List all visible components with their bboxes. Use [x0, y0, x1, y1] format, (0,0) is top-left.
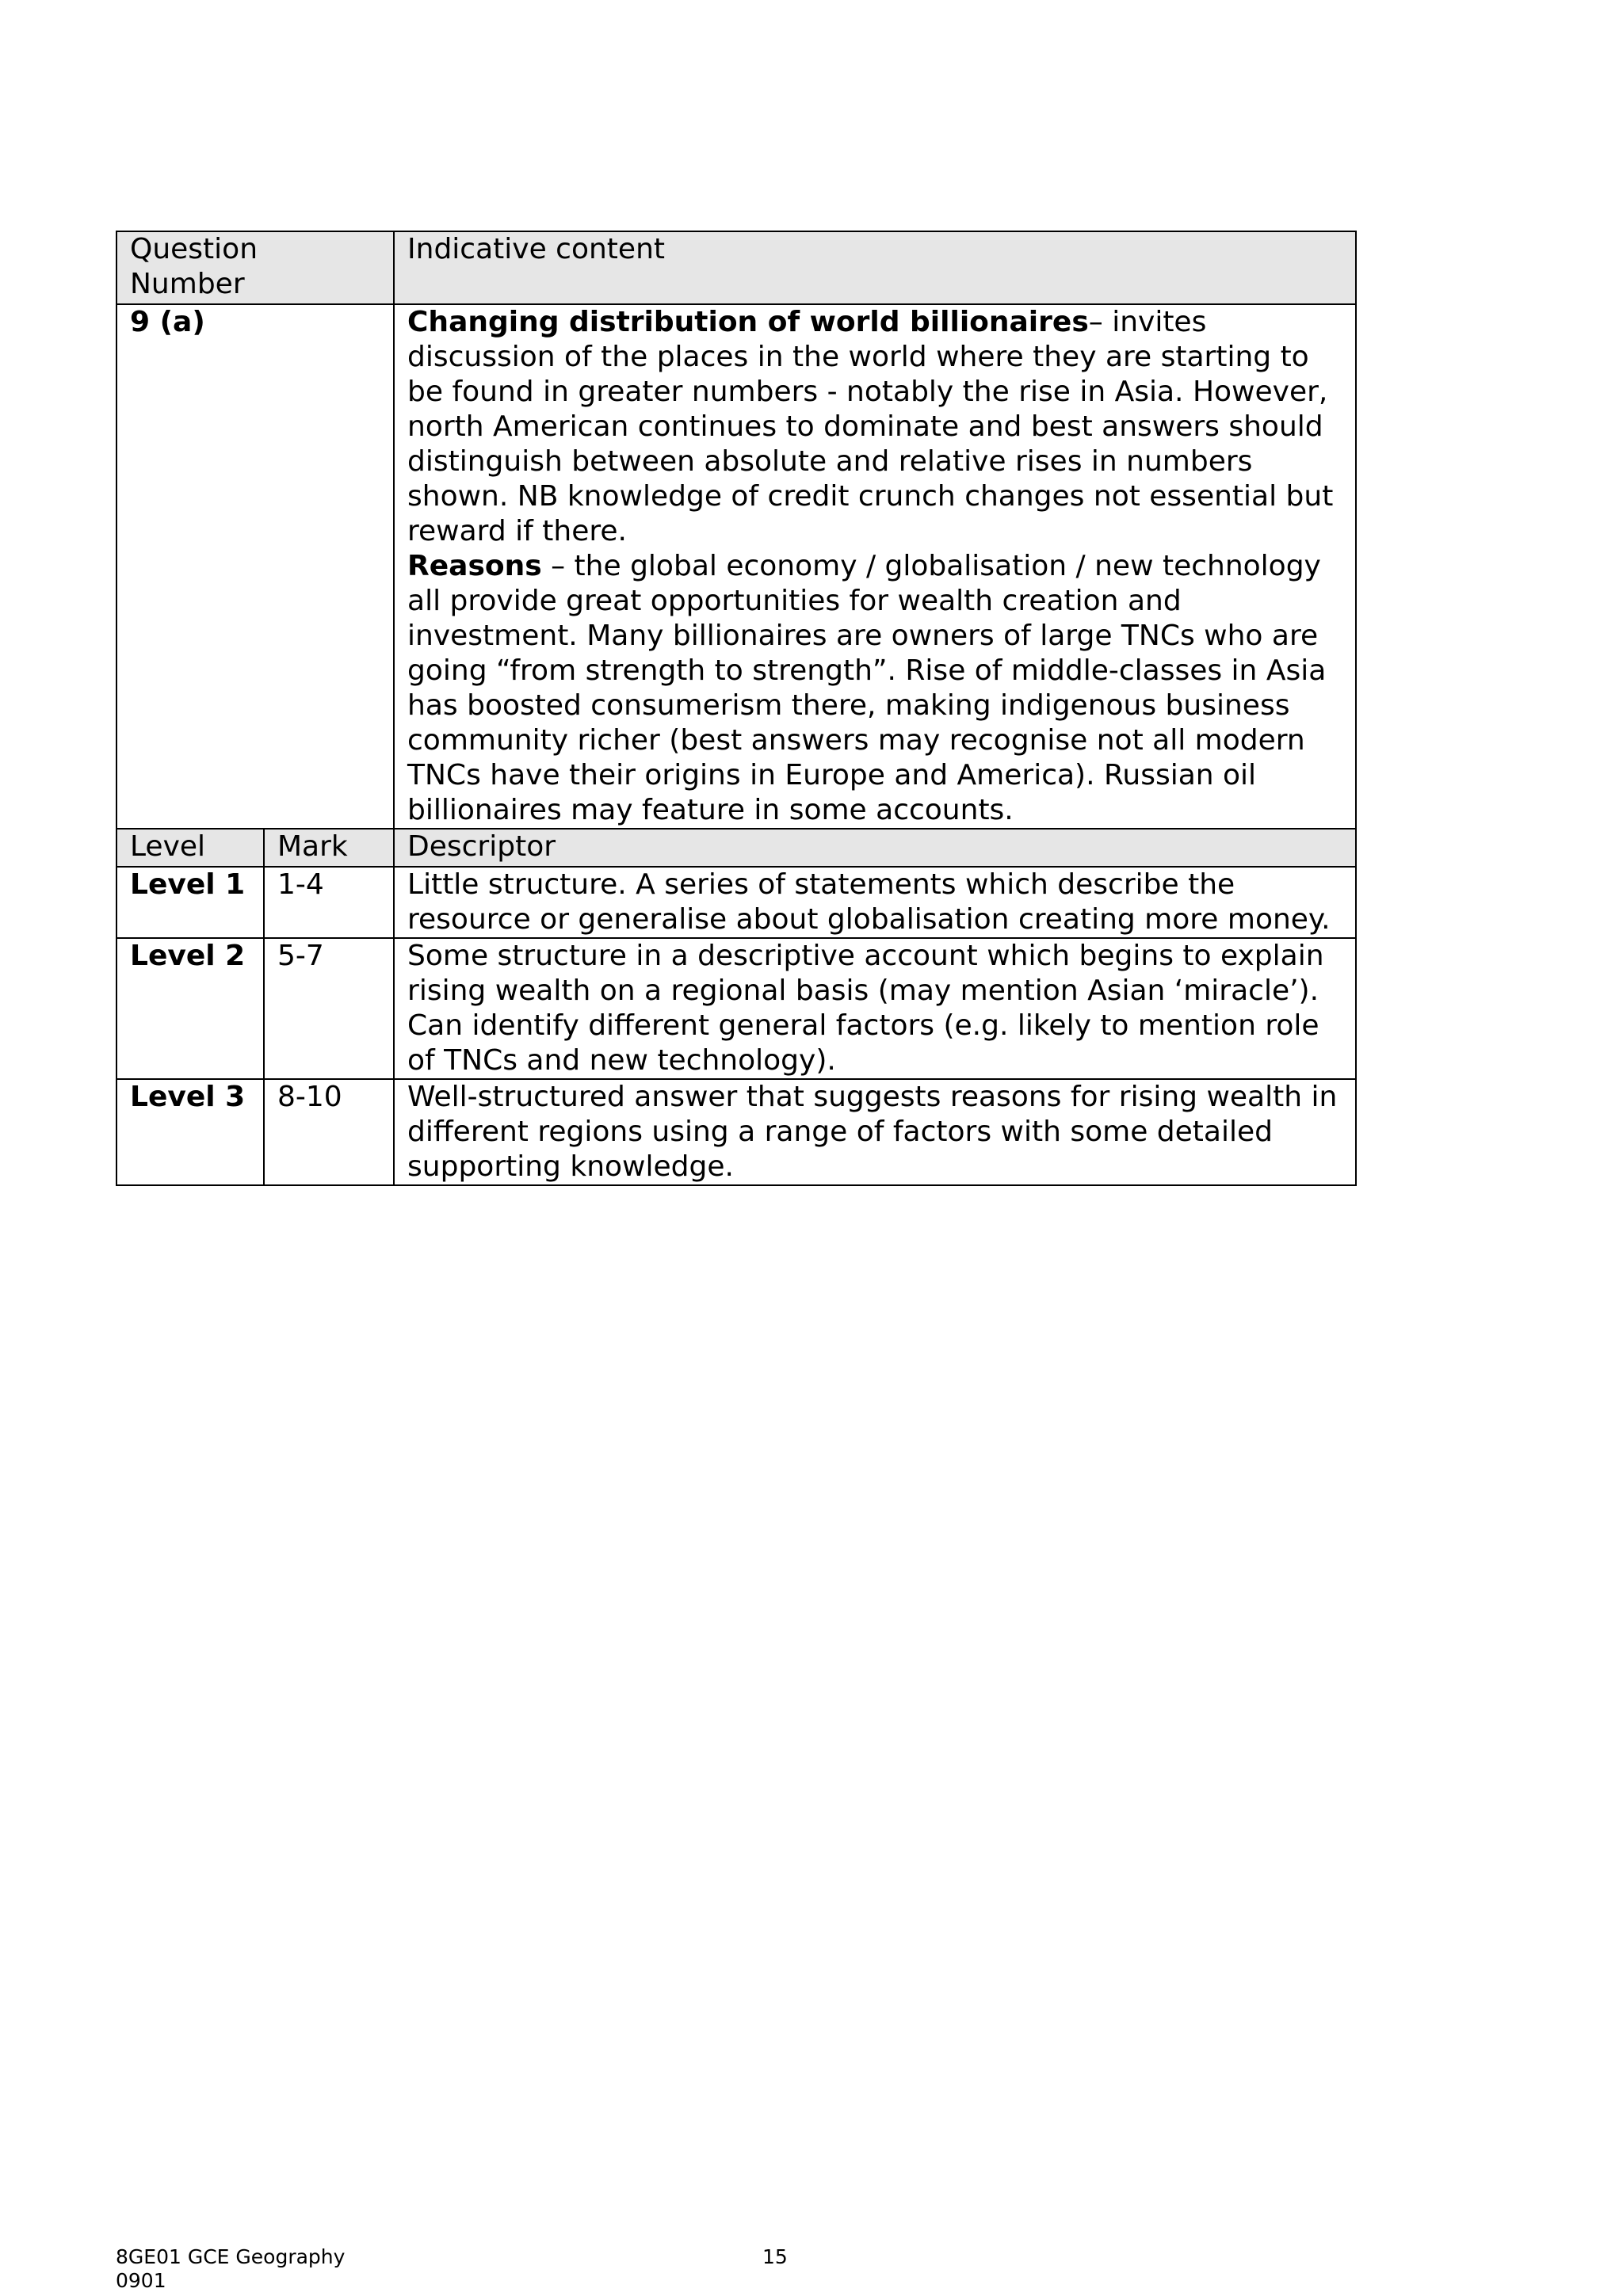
level-mark: 8-10 — [264, 1079, 394, 1185]
question-row — [116, 304, 1356, 829]
indicative-heading: Changing distribution of world billionaires — [407, 306, 1089, 338]
question-number-header: Question Number — [116, 231, 394, 304]
level-mark: 5-7 — [264, 938, 394, 1079]
indicative-intro-text: – invites discussion of the places in the world where they are starting to be found in greater numbers - notably the rise in Asia. However, north American continues to dominate and best answers should distinguish between absolute and relative rises in numbers shown. NB knowledge of credit crunch changes not essential but reward if there. — [407, 306, 1334, 547]
table-header-row — [116, 231, 1356, 304]
footer-page-number: 15 — [762, 2245, 788, 2268]
footer-date: 0901 — [116, 2269, 166, 2292]
level-name: Level 3 — [116, 1079, 264, 1185]
level-descriptor: Some structure in a descriptive account which begins to explain rising wealth on a regional basis (may mention Asian ‘miracle’). Can identify different general factors (e.g. likely to mention role of TNCs and new technology). — [394, 938, 1356, 1079]
level-row — [116, 938, 1356, 1079]
level-column-header: Level — [116, 829, 264, 867]
level-row — [116, 867, 1356, 938]
reasons-text: – the global economy / globalisation / new technology all provide great opportunities for wealth creation and investment. Many billionaires are owners of large TNCs who are going “from strength to strength”. Rise of middle-classes in Asia has boosted consumerism there, making indigenous business community richer (best answers may recognise not all modern TNCs have their origins in Europe and America). Russian oil billionaires may feature in some accounts. — [407, 550, 1327, 826]
indicative-content-header: Indicative content — [394, 231, 1356, 304]
indicative-content — [394, 304, 1356, 829]
level-descriptor: Little structure. A series of statements which describe the resource or generalise about globalisation creating more money. — [394, 867, 1356, 938]
level-row — [116, 1079, 1356, 1185]
level-name: Level 2 — [116, 938, 264, 1079]
footer-document-code — [116, 2245, 345, 2293]
footer-code: 8GE01 GCE Geography — [116, 2245, 346, 2268]
level-mark: 1-4 — [264, 867, 394, 938]
level-descriptor: Well-structured answer that suggests reasons for rising wealth in different regions using a range of factors with some detailed supporting knowledge. — [394, 1079, 1356, 1185]
question-number: 9 (a) — [116, 304, 394, 829]
descriptor-column-header: Descriptor — [394, 829, 1356, 867]
mark-column-header: Mark — [264, 829, 394, 867]
level-name: Level 1 — [116, 867, 264, 938]
reasons-label: Reasons — [407, 550, 542, 582]
mark-scheme-table — [116, 231, 1357, 1186]
levels-header-row — [116, 829, 1356, 867]
